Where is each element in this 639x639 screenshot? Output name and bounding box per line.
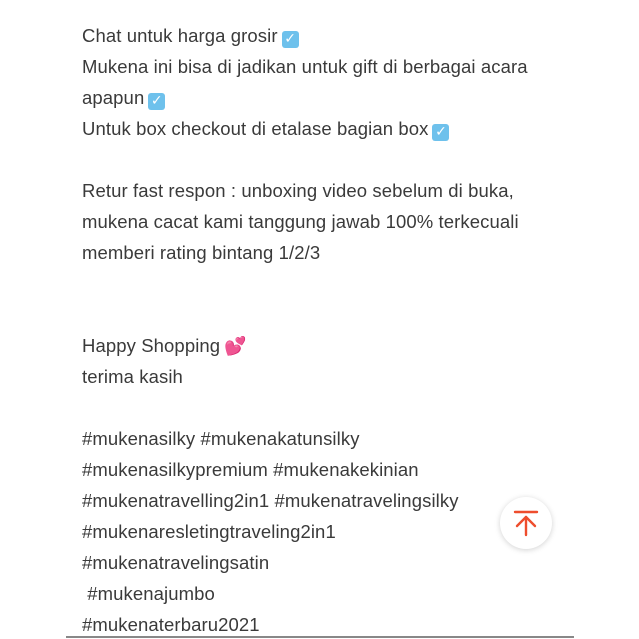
hashtag-line: #mukenatravelingsatin [82,552,270,573]
hashtag-line: #mukenajumbo [82,583,215,604]
arrow-up-to-top-icon [512,509,540,537]
bottom-divider [66,636,574,638]
hashtag-line: #mukenaresletingtraveling2in1 [82,521,336,542]
description-line: Happy Shopping 💕 [82,330,562,361]
blank-line [82,268,562,299]
description-line: terima kasih [82,366,183,387]
blank-line [82,392,562,423]
product-description [82,20,562,639]
check-emoji-icon: ✓ [432,124,449,141]
check-emoji-icon: ✓ [282,31,299,48]
description-line: Untuk box checkout di etalase bagian box ✓ [82,113,562,144]
scroll-to-top-button[interactable] [500,497,552,549]
description-line: apapun ✓ [82,82,562,113]
hashtag-line: #mukenasilky #mukenakatunsilky [82,428,360,449]
blank-line [82,299,562,330]
hearts-emoji-icon: 💕 [224,336,247,357]
description-line: mukena cacat kami tanggung jawab 100% terkecuali [82,211,519,232]
hashtag-line: #mukenaterbaru2021 [82,614,260,635]
description-line: Retur fast respon : unboxing video sebelum di buka, [82,180,514,201]
description-line: memberi rating bintang 1/2/3 [82,242,321,263]
hashtag-line: #mukenatravelling2in1 #mukenatravelingsilky [82,490,459,511]
blank-line [82,144,562,175]
check-emoji-icon: ✓ [148,93,165,110]
description-line: Chat untuk harga grosir ✓ [82,20,562,51]
description-line: Mukena ini bisa di jadikan untuk gift di berbagai acara [82,56,528,77]
hashtag-line: #mukenasilkypremium #mukenakekinian [82,459,419,480]
